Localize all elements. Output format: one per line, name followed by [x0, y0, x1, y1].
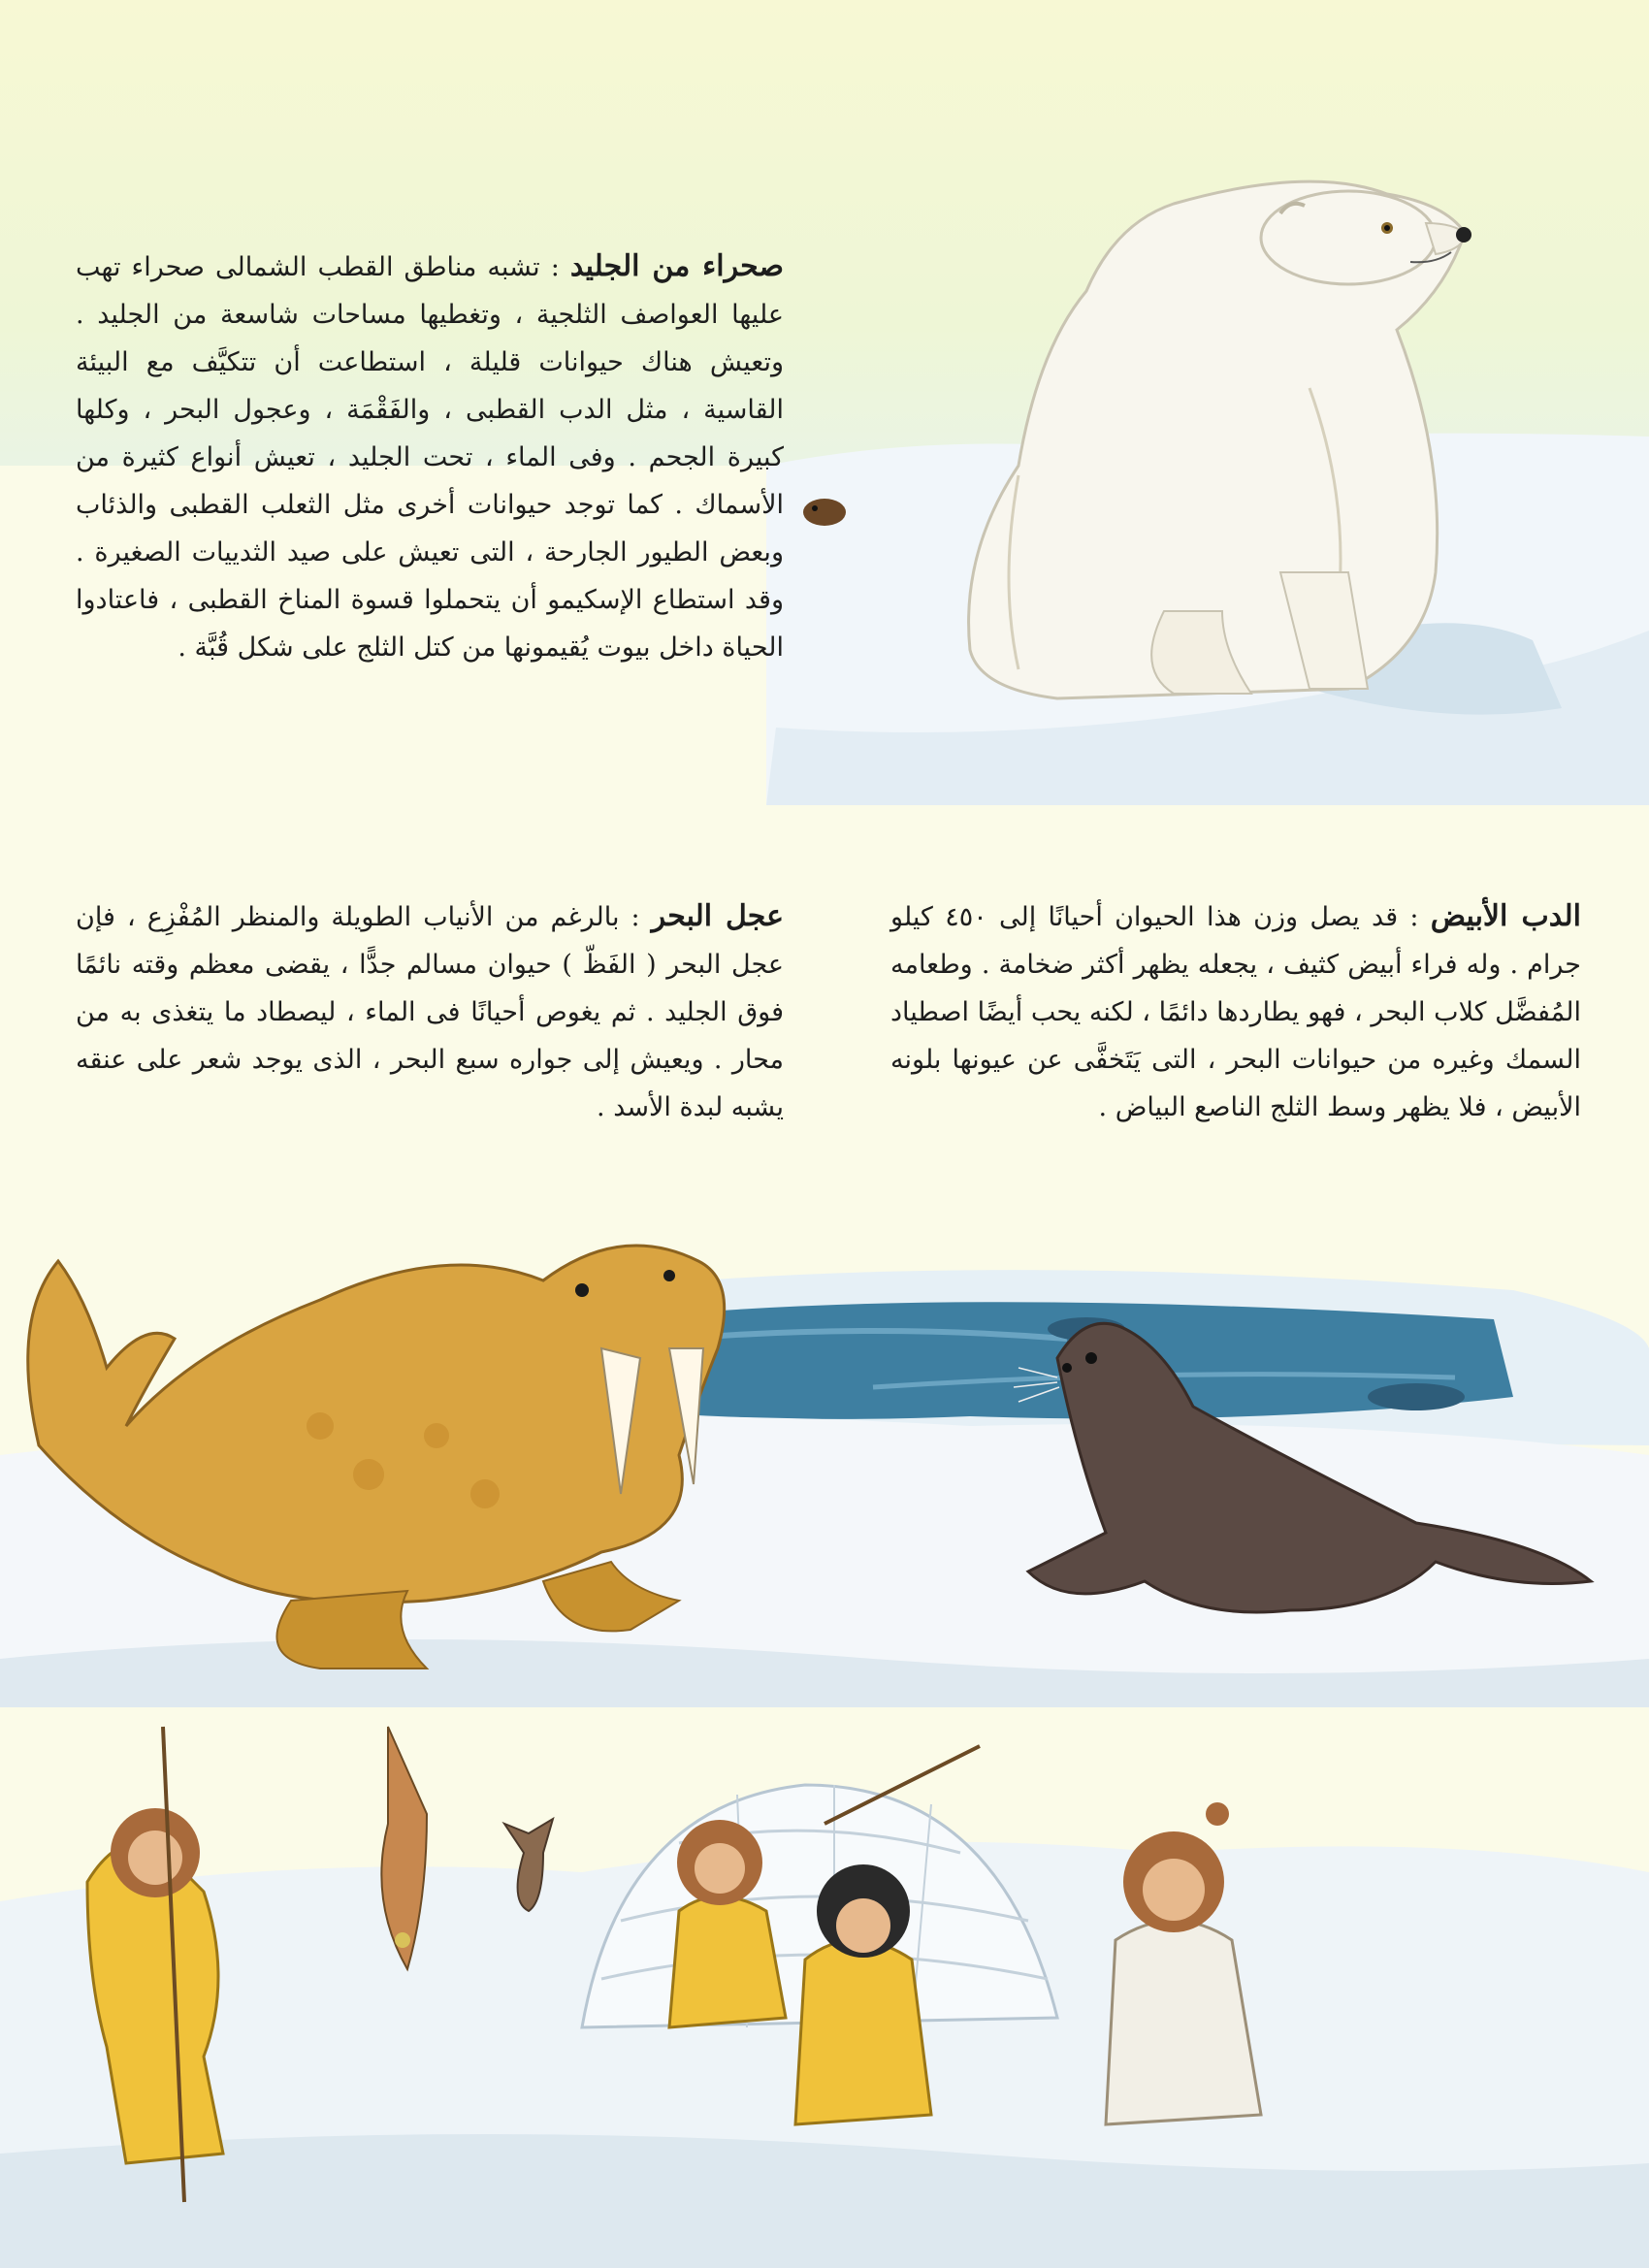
eskimo-igloo-illustration — [0, 1707, 1649, 2268]
section-ice-desert-body: تشبه مناطق القطب الشمالى صحراء تهب عليها العواصف الثلجية ، وتغطيها مساحات شاسعة من الجليد . وتعيش هناك حيوانات قليلة ، استطاعت أن تتكيَّف مع البيئة القاسية ، مثل الدب القطبى ، والفَقْمَة ، وعجول البحر ، وكلها كبيرة الجحم . وفى الماء ، تحت الجليد ، تعيش أنواع كثيرة من الأسماك . كما توجد حيوانات أخرى مثل الثعلب القطبى والذئاب وبعض الطيور الجارحة ، التى تعيش على صيد الثدييات الصغيرة . وقد استطاع الإسكيمو أن يتحملوا قسوة المناخ القطبى ، فاعتادوا الحياة داخل بيوت يُقيمونها من كتل الثلج على شكل قُبَّة . — [76, 252, 784, 663]
section-walrus — [76, 892, 784, 1131]
walrus-and-sea-lion-illustration — [0, 1203, 1649, 1707]
section-white-bear — [890, 892, 1581, 1131]
section-walrus-title: عجل البحر — [651, 899, 784, 933]
section-white-bear-title: الدب الأبيض — [1430, 899, 1581, 933]
section-white-bear-separator: : — [1398, 902, 1431, 932]
section-ice-desert — [76, 243, 784, 671]
section-ice-desert-separator: : — [539, 252, 570, 282]
section-ice-desert-title: صحراء من الجليد — [569, 249, 785, 283]
section-white-bear-body: قد يصل وزن هذا الحيوان أحيانًا إلى ٤٥٠ كيلو جرام . وله فراء أبيض كثيف ، يجعله يظهر أكثر ضخامة . وطعامه المُفضَّل كلاب البحر ، فهو يطاردها دائمًا ، لكنه يحب أيضًا اصطياد السمك وغيره من حيوانات البحر ، التى يَتَخفَّى عن عيونها بلونه الأبيض ، فلا يظهر وسط الثلج الناصع البياض . — [890, 902, 1581, 1122]
polar-bear-illustration — [766, 146, 1649, 805]
section-walrus-separator: : — [619, 902, 652, 932]
section-walrus-body: بالرغم من الأنياب الطويلة والمنظر المُفْزِع ، فإن عجل البحر ( الفَظّ ) حيوان مسالم جدًّا ، يقضى معظم وقته نائمًا فوق الجليد . ثم يغوص أحيانًا فى الماء ، ليصطاد ما يتغذى به من محار . ويعيش إلى جواره سبع البحر ، الذى يوجد شعر على عنقه يشبه لبدة الأسد . — [76, 902, 784, 1122]
